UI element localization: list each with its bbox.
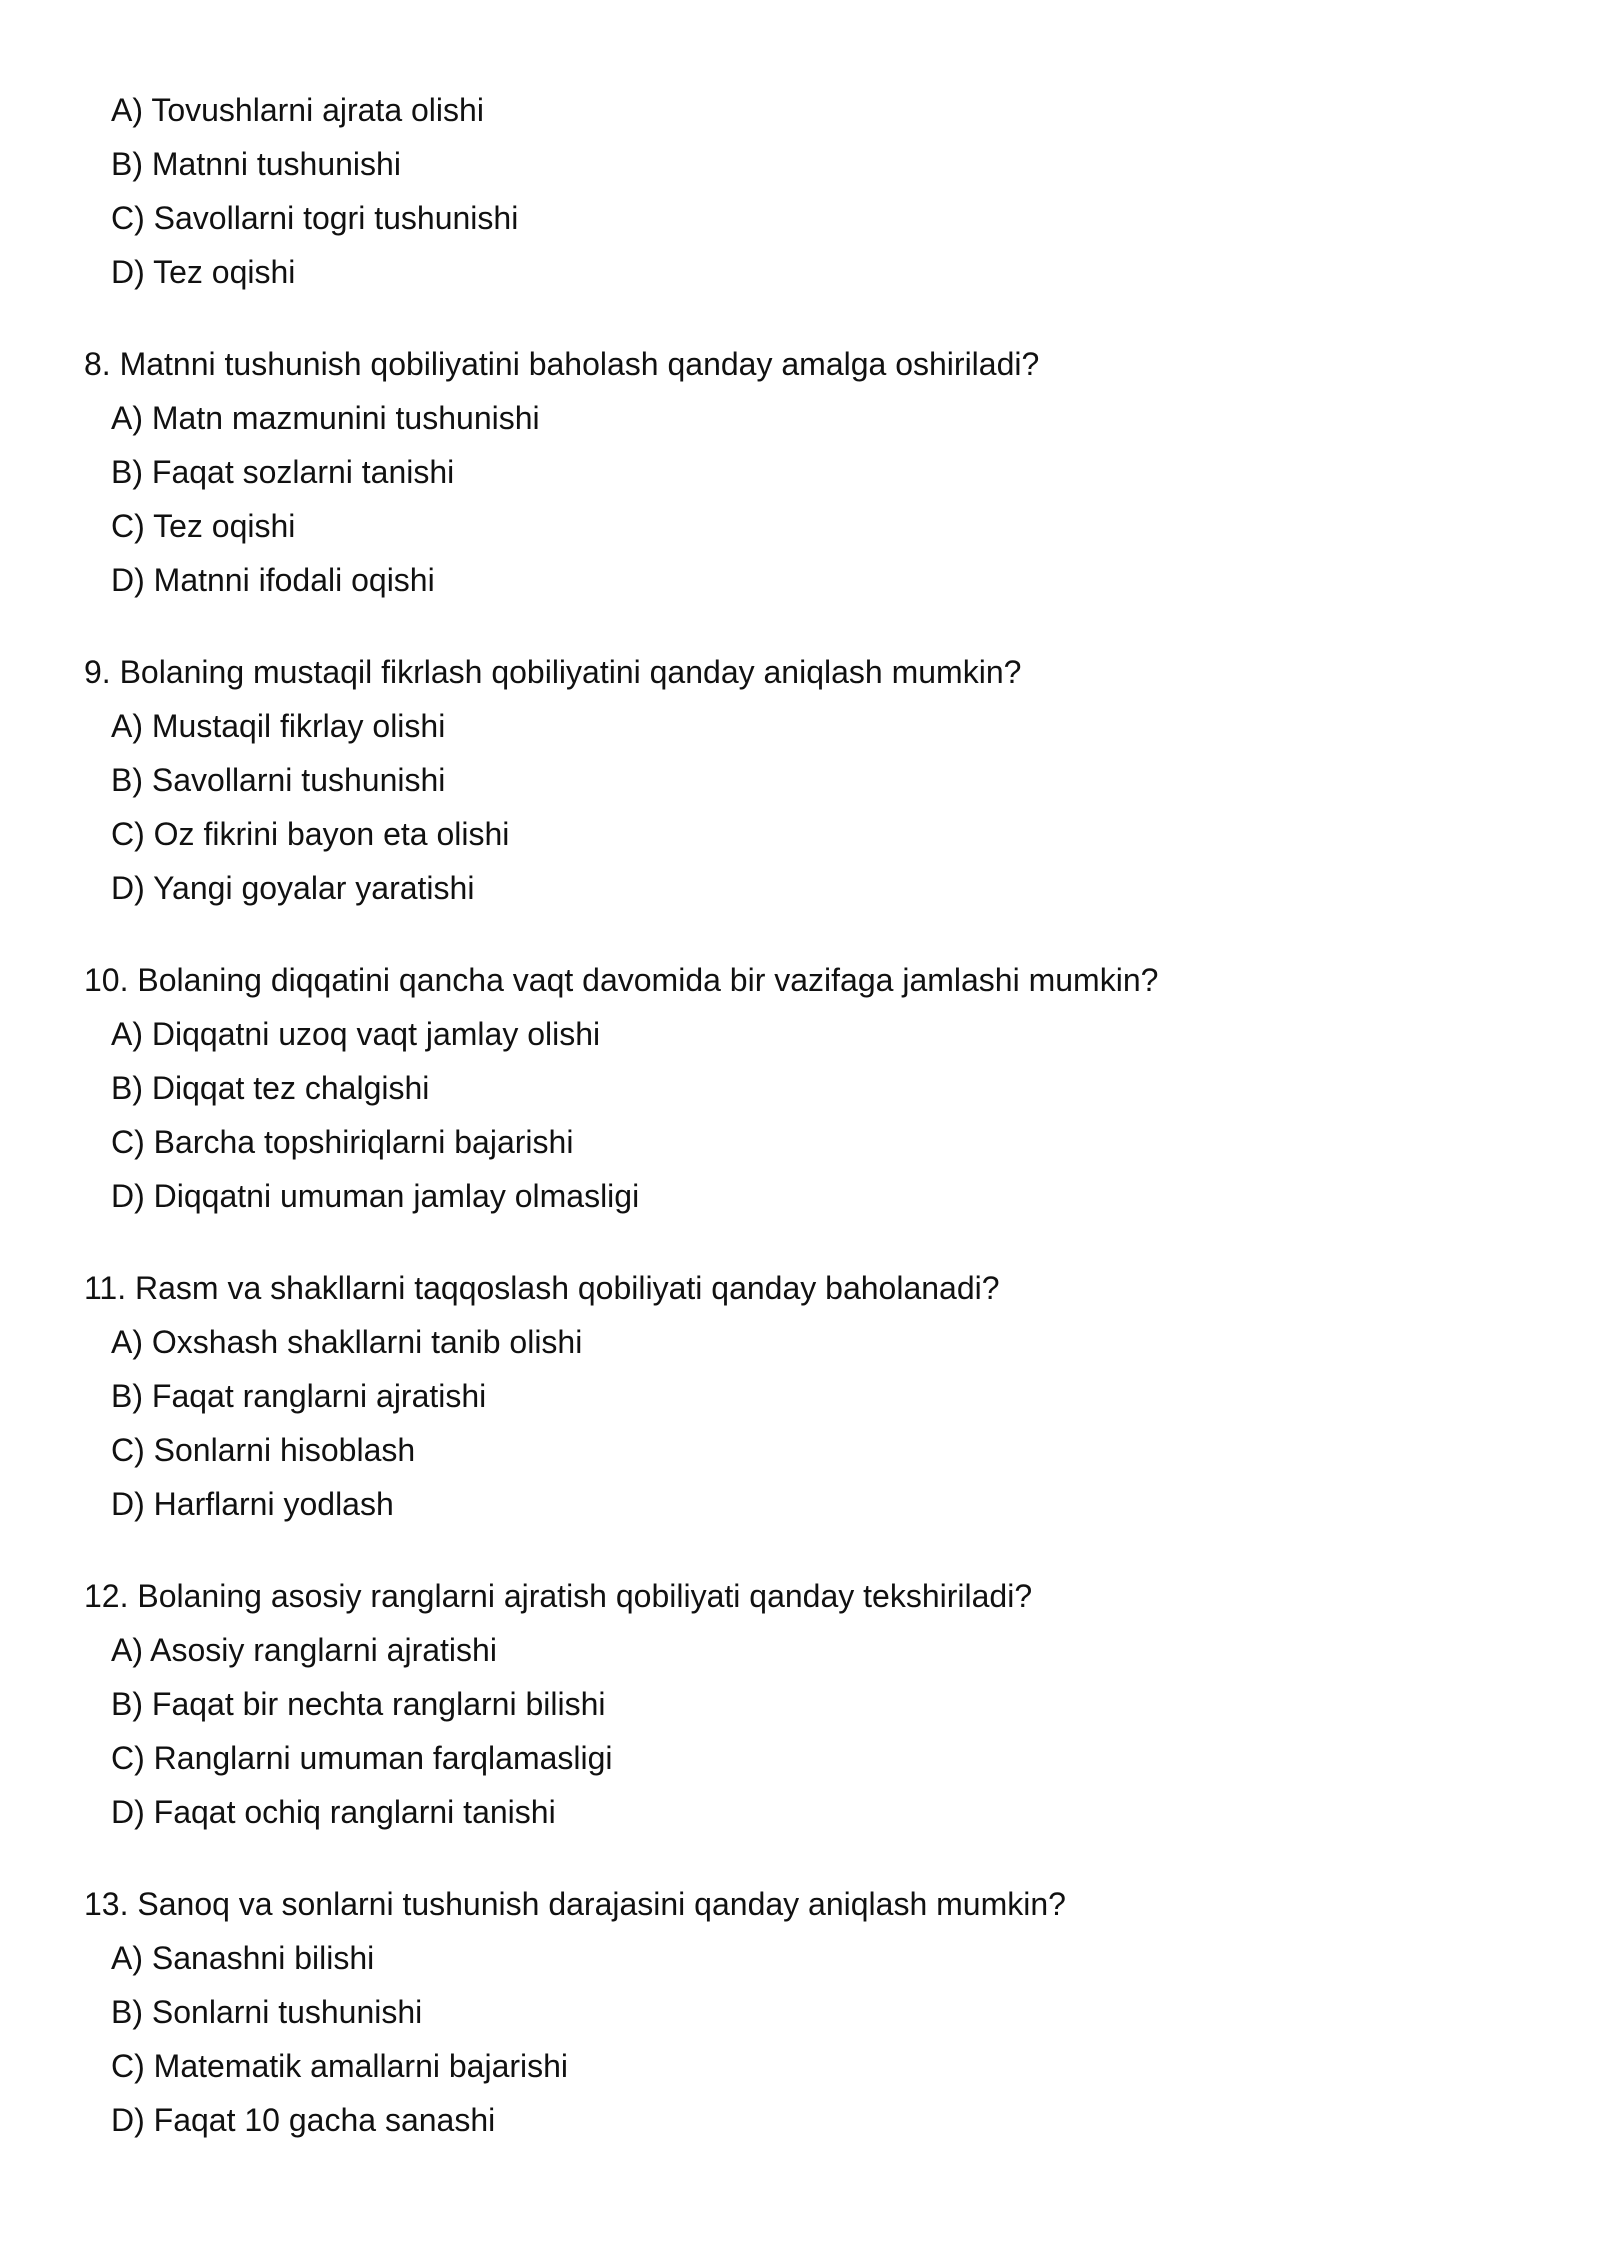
answer-option: C) Sonlarni hisoblash <box>111 1432 416 1468</box>
answer-option: A) Sanashni bilishi <box>111 1940 375 1976</box>
answer-option: B) Faqat sozlarni tanishi <box>111 454 455 490</box>
answer-option: C) Savollarni togri tushunishi <box>111 200 519 236</box>
answer-option: A) Diqqatni uzoq vaqt jamlay olishi <box>111 1016 601 1052</box>
question-block <box>84 337 1504 607</box>
answer-option: C) Ranglarni umuman farqlamasligi <box>111 1740 613 1776</box>
answer-option: D) Faqat ochiq ranglarni tanishi <box>111 1794 556 1830</box>
answer-option: A) Oxshash shakllarni tanib olishi <box>111 1324 583 1360</box>
question-block <box>84 1261 1504 1531</box>
answer-option: D) Harflarni yodlash <box>111 1486 394 1522</box>
question-block <box>84 953 1504 1223</box>
answer-option: D) Yangi goyalar yaratishi <box>111 870 475 906</box>
answer-option: A) Asosiy ranglarni ajratishi <box>111 1632 497 1668</box>
question-block <box>84 1569 1504 1839</box>
answer-option: D) Matnni ifodali oqishi <box>111 562 435 598</box>
answer-option: B) Sonlarni tushunishi <box>111 1994 423 2030</box>
question-text: 9. Bolaning mustaqil fikrlash qobiliyatini qanday aniqlash mumkin? <box>84 654 1022 690</box>
answer-option: C) Matematik amallarni bajarishi <box>111 2048 569 2084</box>
answer-option: B) Faqat bir nechta ranglarni bilishi <box>111 1686 606 1722</box>
answer-option: B) Diqqat tez chalgishi <box>111 1070 430 1106</box>
question-text: 12. Bolaning asosiy ranglarni ajratish qobiliyati qanday tekshiriladi? <box>84 1578 1033 1614</box>
answer-option: B) Matnni tushunishi <box>111 146 401 182</box>
answer-option: D) Tez oqishi <box>111 254 296 290</box>
answer-option: B) Faqat ranglarni ajratishi <box>111 1378 487 1414</box>
answer-option: A) Mustaqil fikrlay olishi <box>111 708 446 744</box>
answer-option: D) Diqqatni umuman jamlay olmasligi <box>111 1178 640 1214</box>
question-text: 10. Bolaning diqqatini qancha vaqt davomida bir vazifaga jamlashi mumkin? <box>84 962 1159 998</box>
question-text: 8. Matnni tushunish qobiliyatini baholash qanday amalga oshiriladi? <box>84 346 1040 382</box>
question-text: 11. Rasm va shakllarni taqqoslash qobiliyati qanday baholanadi? <box>84 1270 1000 1306</box>
answer-option: C) Oz fikrini bayon eta olishi <box>111 816 510 852</box>
quiz-content <box>84 83 1504 2147</box>
question-block <box>84 1877 1504 2147</box>
answer-option: A) Matn mazmunini tushunishi <box>111 400 540 436</box>
question-text: 13. Sanoq va sonlarni tushunish darajasini qanday aniqlash mumkin? <box>84 1886 1066 1922</box>
question-block <box>84 645 1504 915</box>
answer-option: C) Barcha topshiriqlarni bajarishi <box>111 1124 574 1160</box>
answer-option: D) Faqat 10 gacha sanashi <box>111 2102 496 2138</box>
question-block <box>84 83 1504 299</box>
answer-option: B) Savollarni tushunishi <box>111 762 446 798</box>
answer-option: C) Tez oqishi <box>111 508 296 544</box>
answer-option: A) Tovushlarni ajrata olishi <box>111 92 484 128</box>
